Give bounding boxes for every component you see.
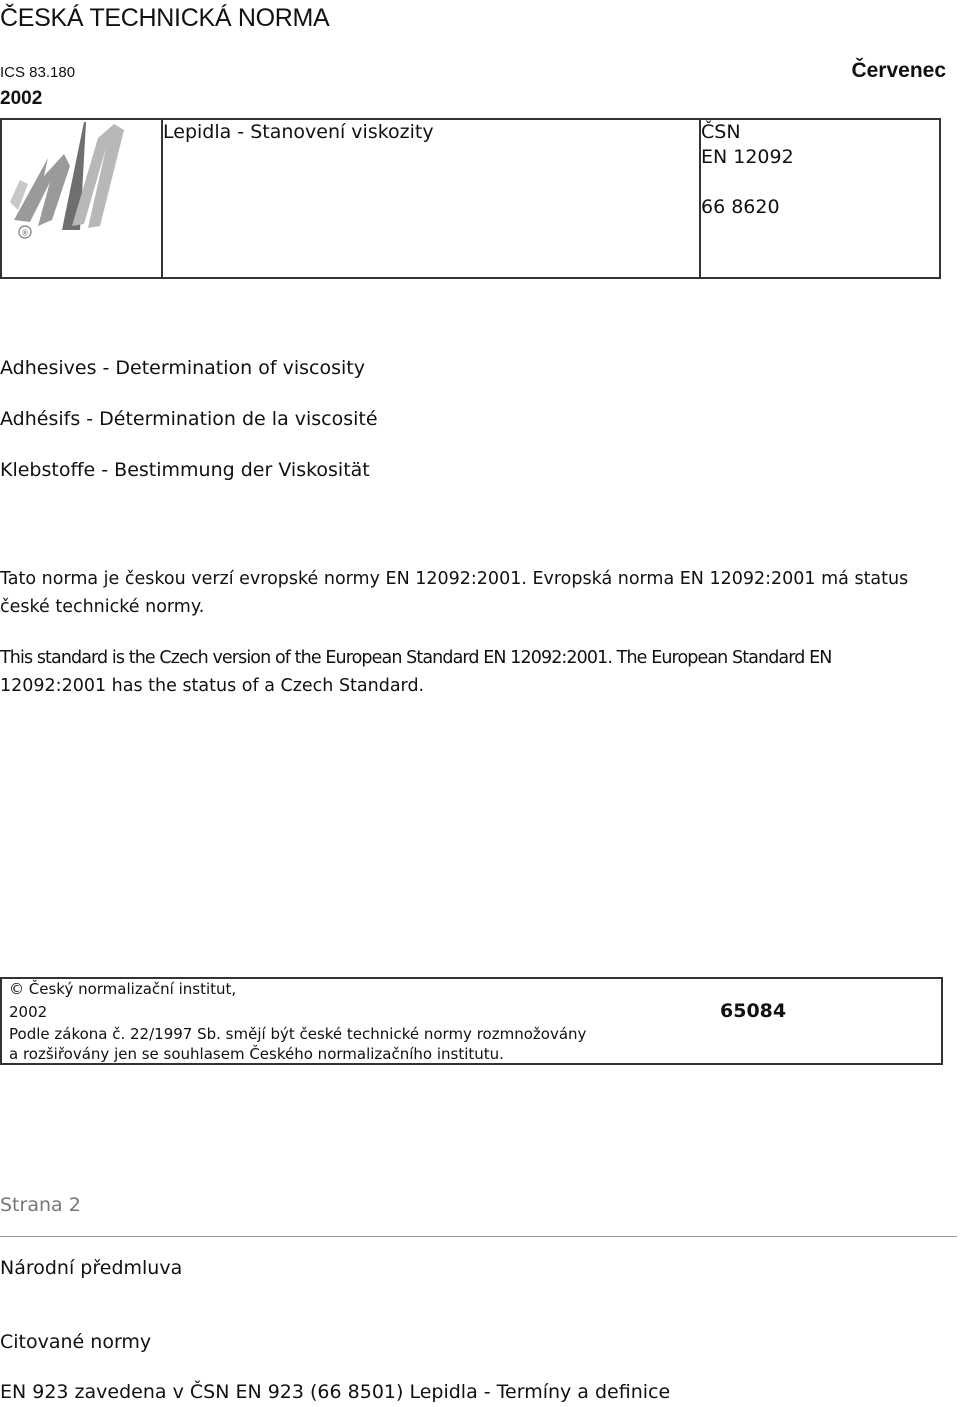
law-notice-line-2: a rozšiřovány jen se souhlasem Českého normalizačního institutu. [9, 1045, 504, 1063]
czech-status-note [0, 565, 960, 621]
section-heading-cited-standards: Citované normy [0, 1331, 152, 1353]
publication-year: 2002 [0, 88, 43, 109]
czech-note-line-1: Tato norma je českou verzí evropské normy EN 12092:2001. Evropská norma EN 12092:2001 má status [0, 569, 909, 589]
english-title: Adhesives - Determination of viscosity [0, 357, 365, 379]
french-title: Adhésifs - Détermination de la viscosité [0, 408, 378, 430]
copyright-holder [9, 980, 236, 998]
document-number: 65084 [720, 1000, 787, 1022]
english-note-line-2: 12092:2001 has the status of a Czech Standard. [0, 676, 425, 696]
law-notice-line-1: Podle zákona č. 22/1997 Sb. smějí být české technické normy rozmnožovány [9, 1025, 587, 1043]
registered-mark: ® [21, 228, 29, 238]
ics-code: ICS 83.180 [0, 64, 76, 81]
page-number-label: Strana 2 [0, 1194, 81, 1216]
page-divider [0, 1236, 957, 1237]
german-title: Klebstoffe - Bestimmung der Viskosität [0, 459, 370, 481]
czech-note-line-2: české technické normy. [0, 597, 205, 617]
csni-logo [2, 118, 152, 248]
en-standard-number: EN 12092 [701, 146, 794, 168]
copyright-holder-name: Český normalizační institut, [28, 980, 237, 998]
document-type-heading: ČESKÁ TECHNICKÁ NORMA [0, 4, 330, 32]
copyright-year: 2002 [9, 1003, 48, 1021]
czech-title: Lepidla - Stanovení viskozity [163, 121, 434, 143]
classification-number: 66 8620 [701, 196, 780, 218]
copyright-symbol: © [9, 980, 24, 998]
cited-standard-entry: EN 923 zavedena v ČSN EN 923 (66 8501) Lepidla - Termíny a definice [0, 1381, 671, 1403]
english-status-note [0, 644, 960, 700]
section-heading-foreword: Národní předmluva [0, 1257, 183, 1279]
logo-letter-n-mark [10, 122, 124, 230]
publication-month: Červenec [851, 59, 946, 82]
english-note-line-1: This standard is the Czech version of the European Standard EN 12092:2001. The European Standard EN [0, 648, 832, 668]
csn-label: ČSN [701, 121, 741, 143]
